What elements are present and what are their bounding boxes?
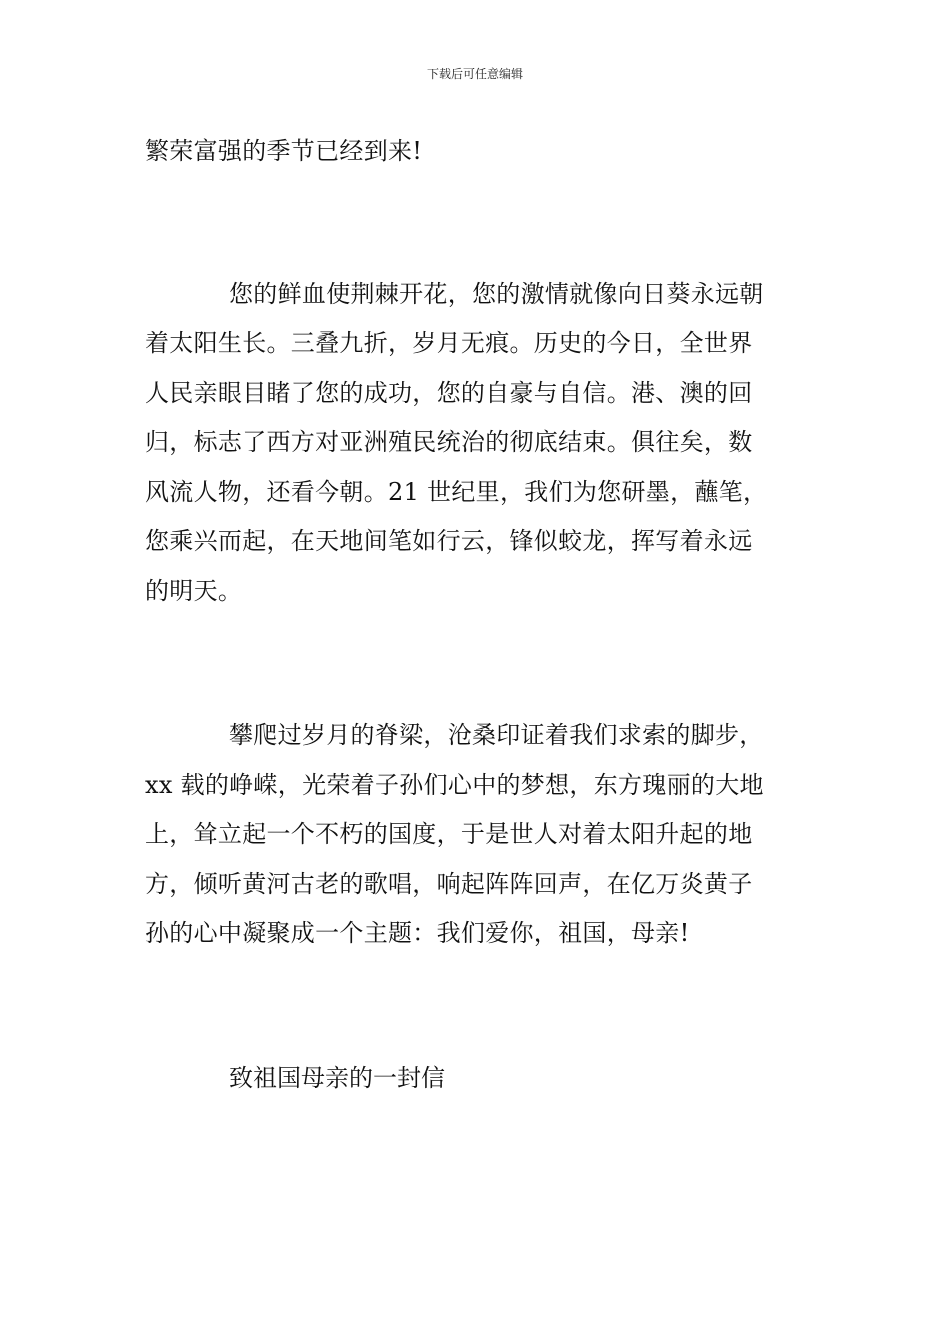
text-line: 繁荣富强的季节已经到来! [145, 137, 423, 165]
text-line: 人民亲眼目睹了您的成功，您的自豪与自信。港、澳的回 [145, 378, 753, 407]
text-line: 的明天。 [145, 576, 243, 605]
paragraph-1 [145, 127, 810, 177]
paragraph-2 [145, 270, 810, 617]
text-line: xx 载的峥嵘，光荣着子孙们心中的梦想，东方瑰丽的大地 [145, 770, 764, 799]
paragraph-gap [145, 616, 810, 711]
text-line: 孙的心中凝聚成一个主题：我们爱你，祖国，母亲! [145, 919, 690, 947]
text-line: 您的鲜血使荆棘开花，您的激情就像向日葵永远朝 [229, 279, 764, 308]
document-body [145, 127, 810, 1103]
text-line: 攀爬过岁月的脊梁，沧桑印证着我们求索的脚步， [229, 721, 764, 749]
text-line: 方，倾听黄河古老的歌唱，响起阵阵回声，在亿万炎黄子 [145, 869, 753, 898]
text-line: 风流人物，还看今朝。21 世纪里，我们为您研墨，蘸笔， [145, 477, 768, 506]
text-line: 着太阳生长。三叠九折，岁月无痕。历史的今日，全世界 [145, 329, 753, 357]
paragraph-gap [145, 177, 810, 270]
paragraph-3 [145, 711, 810, 959]
text-line: 您乘兴而起，在天地间笔如行云，锋似蛟龙，挥写着永远 [145, 527, 753, 555]
header-note: 下载后可任意编辑 [426, 67, 523, 81]
closing-title: 致祖国母亲的一封信 [229, 1063, 445, 1092]
text-line: 上，耸立起一个不朽的国度，于是世人对着太阳升起的地 [145, 820, 753, 848]
text-line: 归，标志了西方对亚洲殖民统治的彻底结束。俱往矣，数 [145, 428, 753, 456]
paragraph-gap [145, 959, 810, 1054]
